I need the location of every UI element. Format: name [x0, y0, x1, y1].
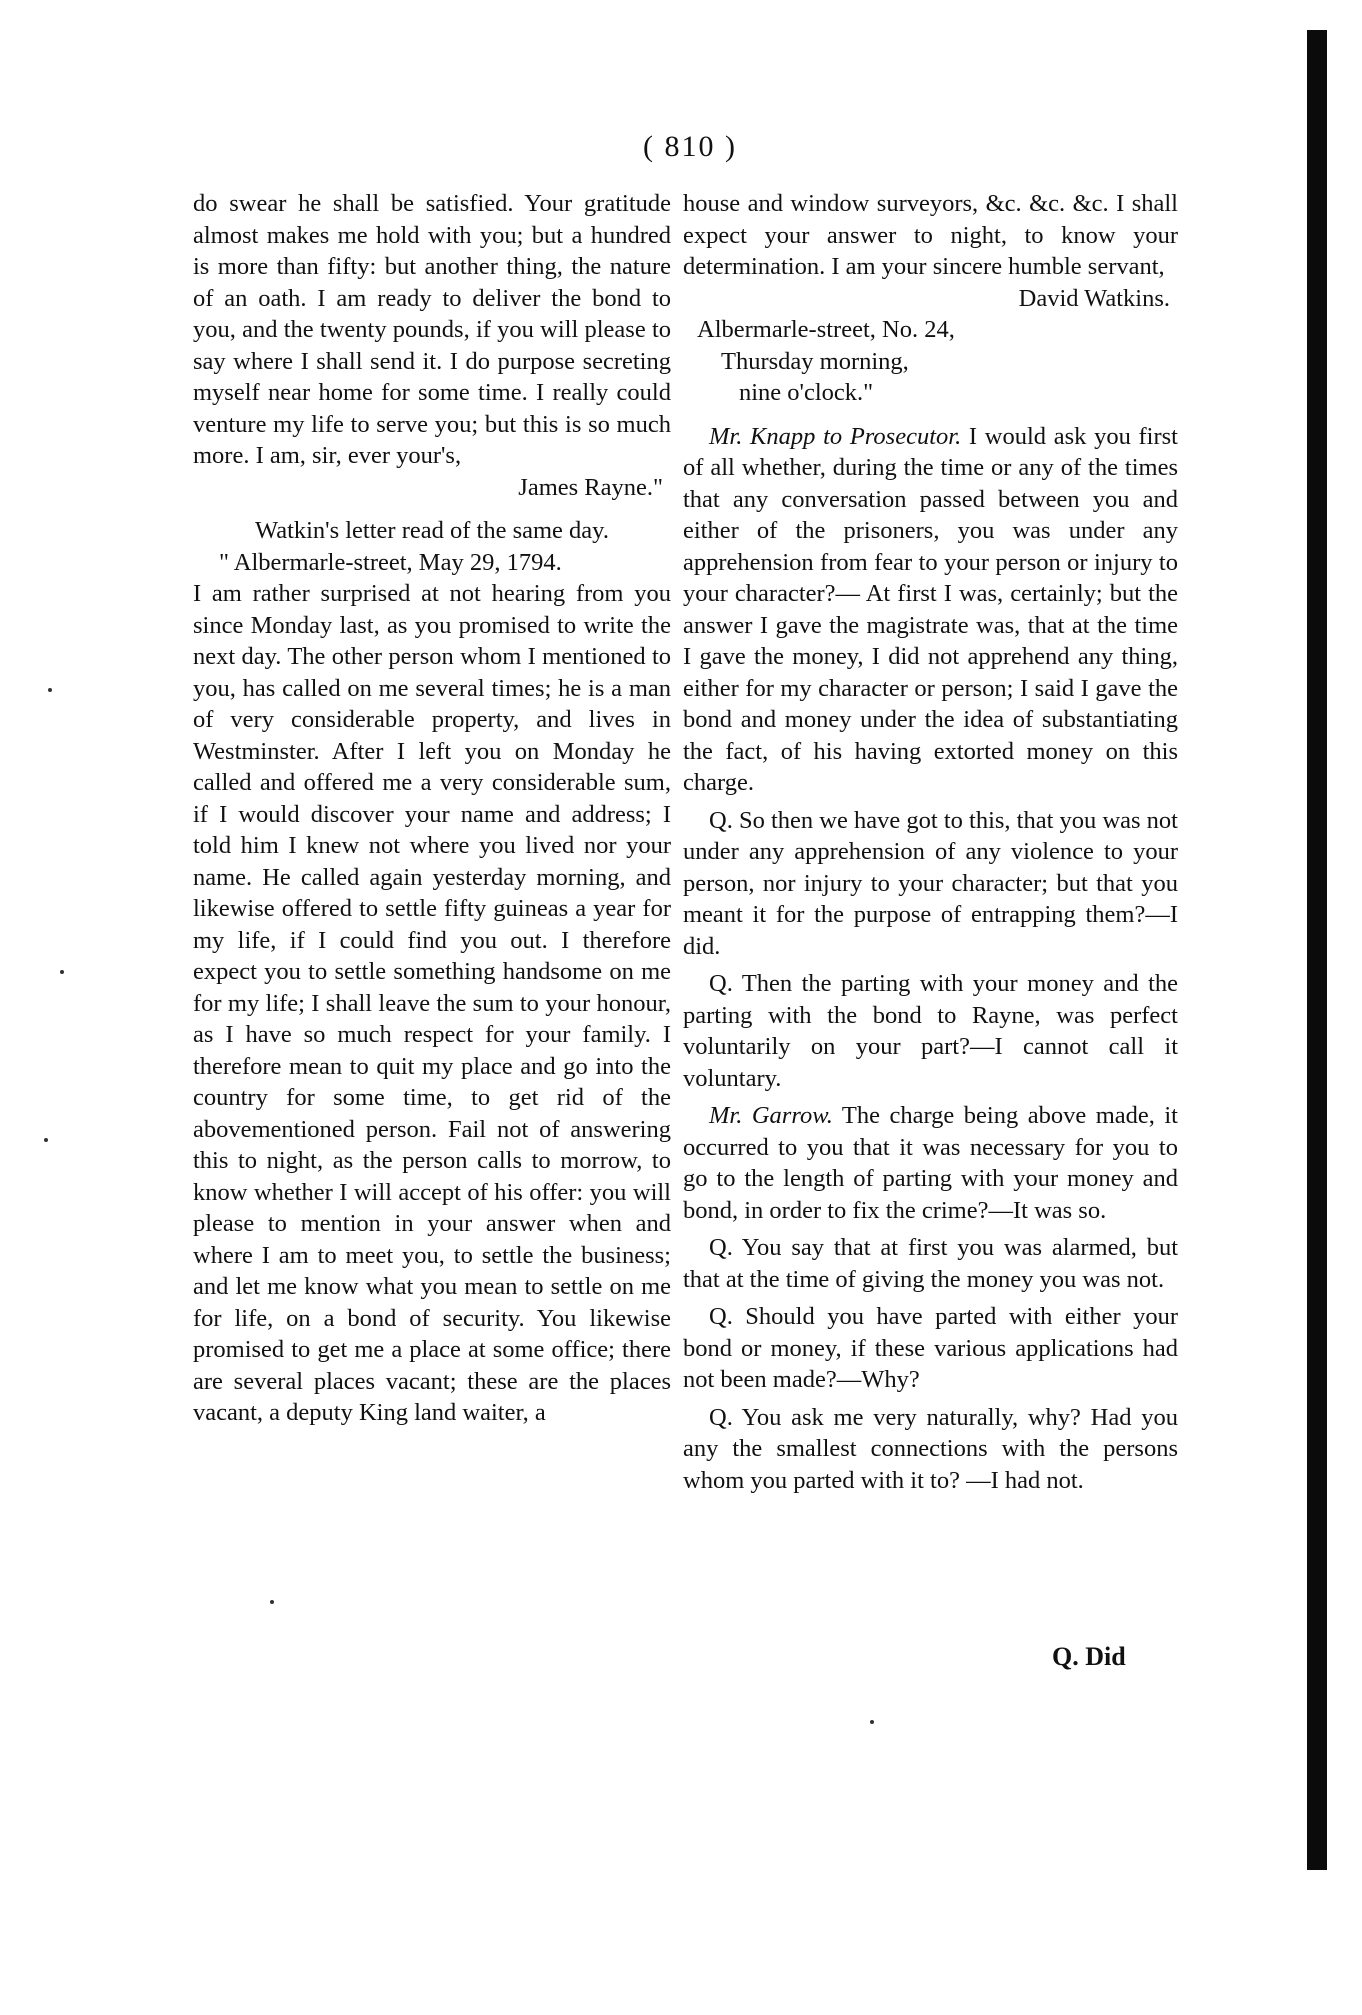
watkins-letter-text: I am rather surprised at not hearing from you since Monday last, as you promised to write the next day. The other person whom I mentioned to you, has called on me several times; he is a man of very considerable property, and lives in Westminster. After I left you on Monday he called and offered me a very considerable sum, if I would discover your name and address; I told him I knew not where you lived nor your name. He called again yesterday morning, and likewise offered to settle fifty guineas a year for my life, if I could find you out. I therefore expect you to settle something handsome on me for my life; I shall leave the sum to your honour, as I have so much respect for your family. I therefore mean to quit my place and go into the country for some time, to get rid of the abovementioned person. Fail not of answering this to night, as the person calls to morrow, to know whether I will accept of his offer: you will please to mention in your answer when and where I am to meet you, to settle the business; and let me know what you mean to settle on me for life, on a bond of security. You likewise promised to get me a place at some office; there are several places vacant; these are the places vacant, a deputy King land waiter, a	[193, 580, 671, 1426]
print-speck	[270, 1600, 274, 1604]
watkins-address-line-2: Thursday morning,	[721, 347, 909, 375]
testimony-knapp-text: I would ask you first of all whether, during the time or any of the times that any conversation passed between you and either of the prisoners, you was under any apprehension from fear to your person or injury to your character?— At first I was, certainly; but the answer I gave the magistrate was, that at the time I gave the money, I did not apprehend any thing, either for my character or person; I said I gave the bond and money under the idea of substantiating the fact, of his having extorted money on this charge.	[683, 422, 1178, 796]
watkins-letter-heading: Watkin's letter read of the same day.	[255, 517, 609, 544]
testimony-question-3: Q. Then the parting with your money and the parting with the bond to Rayne, was perfect voluntarily on your part?—I cannot call it voluntary.	[683, 970, 1178, 1092]
print-speck	[44, 1138, 48, 1142]
watkins-letter-dateline: " Albermarle-street, May 29, 1794.	[219, 548, 562, 576]
testimony-question-7: Q. You ask me very naturally, why? Had you any the smallest connections with the persons whom you parted with it to? —I had not.	[683, 1403, 1178, 1494]
watkins-letter-closing: house and window surveyors, &c. &c. &c. I shall expect your answer to night, to know your determination. I am your sincere humble servant,	[683, 190, 1178, 280]
testimony-garrow	[683, 1100, 1178, 1226]
print-speck	[60, 970, 64, 974]
speaker-garrow: Mr. Garrow.	[709, 1102, 833, 1129]
rayne-signature: James Rayne."	[518, 473, 663, 501]
rayne-letter-text: do swear he shall be satisfied. Your gratitude almost makes me hold with you; but a hundred is more than fifty: but another thing, the nature of an oath. I am ready to deliver the bond to you, and the twenty pounds, if you will please to say where I shall send it. I do purpose secreting myself near home for some time. I really could venture my life to serve you; but this is so much more. I am, sir, ever your's,	[193, 190, 671, 469]
watkins-signature: David Watkins.	[1018, 284, 1170, 312]
right-column	[683, 188, 1178, 1496]
left-column	[193, 188, 671, 1429]
speaker-knapp: Mr. Knapp to Prosecutor.	[709, 422, 962, 450]
print-speck	[48, 688, 52, 692]
testimony-question-5: Q. You say that at first you was alarmed, but that at the time of giving the money you was not.	[683, 1234, 1178, 1293]
testimony-question-6: Q. Should you have parted with either your bond or money, if these various applications had not been made?—Why?	[683, 1303, 1178, 1393]
testimony-knapp	[683, 421, 1178, 799]
testimony-garrow-text: The charge being above made, it occurred to you that it was necessary for you to go to the length of parting with your money and bond, in order to fix the crime?—It was so.	[683, 1102, 1178, 1224]
catchword: Q. Did	[1052, 1642, 1126, 1671]
page-edge-shadow	[1307, 30, 1327, 1870]
print-speck	[870, 1720, 874, 1724]
page-number: ( 810 )	[643, 130, 737, 163]
watkins-address-line-3: nine o'clock."	[739, 379, 874, 406]
watkins-address-line-1: Albermarle-street, No. 24,	[697, 316, 955, 343]
testimony-question-2: Q. So then we have got to this, that you was not under any apprehension of any violence to your person, nor injury to your character; but that you meant it for the purpose of entrapping them?—I did.	[683, 806, 1178, 960]
